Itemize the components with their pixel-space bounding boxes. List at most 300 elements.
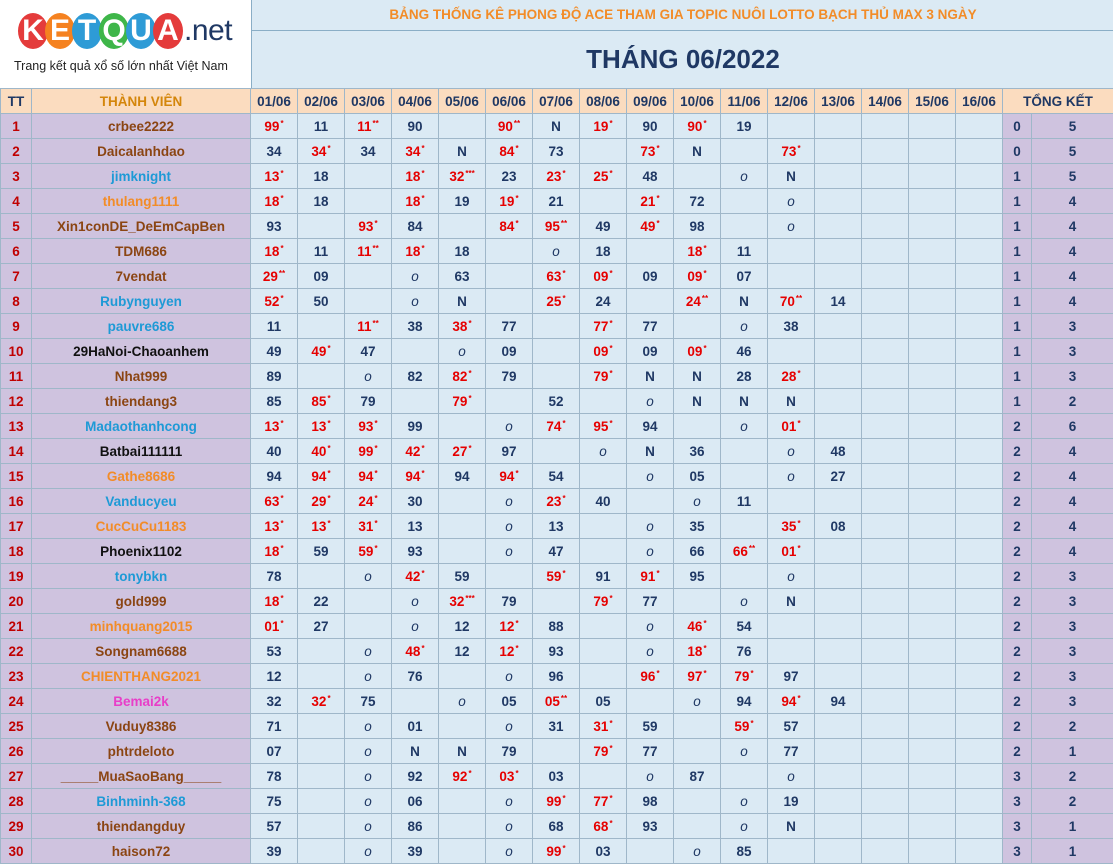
- day-cell: [674, 739, 721, 764]
- day-cell: [815, 439, 862, 464]
- row-number: 7: [1, 264, 32, 289]
- empty-mark: o: [505, 543, 513, 559]
- member-name[interactable]: 29HaNoi-Chaoanhem: [32, 339, 251, 364]
- pick-value: 34: [266, 143, 282, 159]
- hit-marker: *: [327, 493, 331, 503]
- member-name[interactable]: Nhat999: [32, 364, 251, 389]
- pick-value: 05: [501, 693, 517, 709]
- day-cell: [721, 364, 768, 389]
- hit-value: 59: [546, 568, 562, 584]
- member-name[interactable]: Madaothanhcong: [32, 414, 251, 439]
- logo-letter: U: [126, 13, 156, 49]
- pick-value: 93: [266, 218, 282, 234]
- day-cell: [439, 339, 486, 364]
- summary-count-a: 1: [1003, 389, 1032, 414]
- summary-count-b: 4: [1032, 514, 1113, 539]
- day-cell: [580, 264, 627, 289]
- day-cell: [674, 489, 721, 514]
- summary-count-b: 4: [1032, 439, 1113, 464]
- day-cell: [909, 114, 956, 139]
- table-row: [1, 664, 1113, 689]
- day-cell: [768, 114, 815, 139]
- pick-value: 73: [548, 143, 564, 159]
- day-cell: [345, 139, 392, 164]
- day-cell: [956, 364, 1003, 389]
- day-cell: [580, 714, 627, 739]
- day-cell: [721, 839, 768, 864]
- tt-header: TT: [1, 89, 32, 114]
- member-name[interactable]: pauvre686: [32, 314, 251, 339]
- day-cell: [627, 389, 674, 414]
- day-cell: [909, 814, 956, 839]
- date-header: 03/06: [345, 89, 392, 114]
- day-cell: [862, 339, 909, 364]
- pick-value: 14: [830, 293, 846, 309]
- pick-value: 49: [595, 218, 611, 234]
- member-name[interactable]: Vuduy8386: [32, 714, 251, 739]
- day-cell: [533, 239, 580, 264]
- day-cell: [533, 414, 580, 439]
- day-cell: [768, 489, 815, 514]
- day-cell: [815, 139, 862, 164]
- day-cell: [392, 664, 439, 689]
- hit-value: 79: [593, 593, 609, 609]
- day-cell: [439, 589, 486, 614]
- day-cell: [533, 514, 580, 539]
- day-cell: [486, 639, 533, 664]
- day-cell: [627, 414, 674, 439]
- day-cell: [721, 289, 768, 314]
- pick-value: 89: [266, 368, 282, 384]
- day-cell: [909, 439, 956, 464]
- pick-value: 03: [595, 843, 611, 859]
- day-cell: [533, 464, 580, 489]
- day-cell: [721, 564, 768, 589]
- hit-marker: *: [421, 468, 425, 478]
- summary-count-a: 0: [1003, 139, 1032, 164]
- member-name[interactable]: Phoenix1102: [32, 539, 251, 564]
- hit-value: 28: [781, 368, 797, 384]
- row-number: 22: [1, 639, 32, 664]
- member-name[interactable]: Batbai111111: [32, 439, 251, 464]
- summary-count-b: 4: [1032, 189, 1113, 214]
- pick-value: 92: [407, 768, 423, 784]
- day-cell: [627, 489, 674, 514]
- day-cell: [439, 639, 486, 664]
- row-number: 13: [1, 414, 32, 439]
- day-cell: [721, 664, 768, 689]
- hit-marker: *: [374, 443, 378, 453]
- day-cell: [721, 339, 768, 364]
- day-cell: [721, 789, 768, 814]
- member-name[interactable]: Bemai2k: [32, 689, 251, 714]
- table-header-row: [1, 89, 1113, 114]
- pick-value: 18: [454, 243, 470, 259]
- date-header: 01/06: [251, 89, 298, 114]
- member-name[interactable]: Binhminh-368: [32, 789, 251, 814]
- empty-mark: o: [364, 643, 372, 659]
- day-cell: [909, 164, 956, 189]
- hit-marker: *: [609, 793, 613, 803]
- ketqua-logo[interactable]: [0, 0, 251, 88]
- day-cell: [862, 739, 909, 764]
- day-cell: [815, 189, 862, 214]
- row-number: 25: [1, 714, 32, 739]
- date-header: 09/06: [627, 89, 674, 114]
- hit-marker: *: [656, 143, 660, 153]
- row-number: 26: [1, 739, 32, 764]
- table-row: [1, 639, 1113, 664]
- day-cell: [392, 639, 439, 664]
- day-cell: [298, 614, 345, 639]
- day-cell: [721, 164, 768, 189]
- day-cell: [768, 689, 815, 714]
- date-header: 14/06: [862, 89, 909, 114]
- row-number: 18: [1, 539, 32, 564]
- hit-value: 09: [593, 268, 609, 284]
- day-cell: [768, 514, 815, 539]
- date-header: 07/06: [533, 89, 580, 114]
- pick-value: 66: [689, 543, 705, 559]
- day-cell: [627, 264, 674, 289]
- member-name[interactable]: thiendang3: [32, 389, 251, 414]
- day-cell: [439, 389, 486, 414]
- day-cell: [768, 739, 815, 764]
- day-cell: [345, 364, 392, 389]
- hit-marker: *: [421, 443, 425, 453]
- member-name[interactable]: CHIENTHANG2021: [32, 664, 251, 689]
- pick-value: 93: [548, 643, 564, 659]
- day-cell: [533, 664, 580, 689]
- day-cell: [815, 589, 862, 614]
- day-cell: [956, 839, 1003, 864]
- day-cell: [345, 239, 392, 264]
- day-cell: [345, 764, 392, 789]
- day-cell: [862, 514, 909, 539]
- day-cell: [298, 814, 345, 839]
- day-cell: [533, 214, 580, 239]
- hit-marker: *: [797, 518, 801, 528]
- day-cell: [627, 189, 674, 214]
- day-cell: [439, 839, 486, 864]
- pick-value: 93: [407, 543, 423, 559]
- day-cell: [345, 639, 392, 664]
- hit-marker: *: [562, 293, 566, 303]
- member-name[interactable]: 7vendat: [32, 264, 251, 289]
- day-cell: [298, 389, 345, 414]
- day-cell: [627, 789, 674, 814]
- day-cell: [580, 739, 627, 764]
- logo-suffix: .net: [184, 14, 233, 47]
- day-cell: [768, 639, 815, 664]
- pick-value: 39: [266, 843, 282, 859]
- hit-marker: *: [280, 543, 284, 553]
- day-cell: [815, 539, 862, 564]
- logo-letter: E: [45, 13, 75, 49]
- row-number: 23: [1, 664, 32, 689]
- day-cell: [862, 814, 909, 839]
- member-name[interactable]: jimknight: [32, 164, 251, 189]
- day-cell: [251, 539, 298, 564]
- empty-mark: o: [740, 593, 748, 609]
- day-cell: [627, 289, 674, 314]
- day-cell: [580, 764, 627, 789]
- day-cell: [580, 564, 627, 589]
- hit-marker: *: [421, 143, 425, 153]
- day-cell: [674, 114, 721, 139]
- summary-count-a: 2: [1003, 414, 1032, 439]
- day-cell: [533, 339, 580, 364]
- day-cell: [580, 239, 627, 264]
- day-cell: [580, 314, 627, 339]
- summary-count-b: 5: [1032, 139, 1113, 164]
- day-cell: [486, 739, 533, 764]
- hit-marker: *: [374, 493, 378, 503]
- day-cell: [580, 139, 627, 164]
- day-cell: [439, 189, 486, 214]
- pick-value: 79: [360, 393, 376, 409]
- pick-value: 98: [689, 218, 705, 234]
- day-cell: [815, 314, 862, 339]
- hit-value: 29: [262, 268, 278, 284]
- row-number: 1: [1, 114, 32, 139]
- hit-value: 13: [311, 518, 327, 534]
- hit-value: 79: [452, 393, 468, 409]
- day-cell: [345, 264, 392, 289]
- member-name[interactable]: haison72: [32, 839, 251, 864]
- hit-marker: *: [421, 243, 425, 253]
- pick-value: N: [786, 818, 796, 834]
- day-cell: [298, 214, 345, 239]
- pick-value: 94: [454, 468, 470, 484]
- day-cell: [392, 239, 439, 264]
- day-cell: [674, 814, 721, 839]
- hit-marker: *: [327, 468, 331, 478]
- day-cell: [674, 314, 721, 339]
- day-cell: [674, 514, 721, 539]
- day-cell: [298, 464, 345, 489]
- day-cell: [251, 814, 298, 839]
- hit-value: 63: [264, 493, 280, 509]
- hit-marker: *: [374, 518, 378, 528]
- member-name[interactable]: TDM686: [32, 239, 251, 264]
- hit-value: 73: [781, 143, 797, 159]
- row-number: 9: [1, 314, 32, 339]
- day-cell: [768, 414, 815, 439]
- day-cell: [251, 364, 298, 389]
- hit-value: 93: [358, 218, 374, 234]
- day-cell: [909, 664, 956, 689]
- day-cell: [392, 614, 439, 639]
- day-cell: [392, 164, 439, 189]
- summary-count-a: 1: [1003, 239, 1032, 264]
- day-cell: [721, 464, 768, 489]
- day-cell: [815, 389, 862, 414]
- pick-value: 49: [266, 343, 282, 359]
- table-row: [1, 614, 1113, 639]
- day-cell: [956, 339, 1003, 364]
- day-cell: [956, 314, 1003, 339]
- hit-marker: *: [280, 118, 284, 128]
- summary-count-a: 1: [1003, 289, 1032, 314]
- pick-value: 23: [501, 168, 517, 184]
- day-cell: [956, 789, 1003, 814]
- member-name[interactable]: tonybkn: [32, 564, 251, 589]
- member-name[interactable]: Daicalanhdao: [32, 139, 251, 164]
- pick-value: N: [457, 143, 467, 159]
- day-cell: [580, 689, 627, 714]
- member-name[interactable]: _____MuaSaoBang_____: [32, 764, 251, 789]
- row-number: 24: [1, 689, 32, 714]
- day-cell: [768, 439, 815, 464]
- day-cell: [486, 564, 533, 589]
- hit-marker: *: [515, 643, 519, 653]
- hit-marker: *: [280, 418, 284, 428]
- hit-value: 18: [405, 193, 421, 209]
- pick-value: 59: [313, 543, 329, 559]
- pick-value: N: [739, 293, 749, 309]
- day-cell: [486, 214, 533, 239]
- member-name[interactable]: CucCuCu1183: [32, 514, 251, 539]
- date-header: 11/06: [721, 89, 768, 114]
- day-cell: [580, 289, 627, 314]
- day-cell: [580, 489, 627, 514]
- day-cell: [298, 564, 345, 589]
- table-row: [1, 389, 1113, 414]
- hit-value: 27: [452, 443, 468, 459]
- day-cell: [768, 814, 815, 839]
- pick-value: 54: [548, 468, 564, 484]
- hit-value: 34: [405, 143, 421, 159]
- day-cell: [345, 539, 392, 564]
- day-cell: [345, 789, 392, 814]
- hit-marker: *: [468, 368, 472, 378]
- day-cell: [533, 539, 580, 564]
- hit-marker: **: [795, 293, 803, 303]
- day-cell: [674, 364, 721, 389]
- member-name[interactable]: phtrdeloto: [32, 739, 251, 764]
- day-cell: [768, 464, 815, 489]
- day-cell: [956, 464, 1003, 489]
- pick-value: 19: [736, 118, 752, 134]
- member-name[interactable]: Vanducyeu: [32, 489, 251, 514]
- hit-marker: *: [421, 568, 425, 578]
- member-name[interactable]: minhquang2015: [32, 614, 251, 639]
- date-header: 15/06: [909, 89, 956, 114]
- day-cell: [674, 764, 721, 789]
- pick-value: 94: [736, 693, 752, 709]
- member-name[interactable]: crbee2222: [32, 114, 251, 139]
- pick-value: 39: [407, 843, 423, 859]
- day-cell: [862, 139, 909, 164]
- date-header: 16/06: [956, 89, 1003, 114]
- hit-marker: *: [327, 693, 331, 703]
- summary-count-b: 4: [1032, 464, 1113, 489]
- day-cell: [627, 214, 674, 239]
- day-cell: [909, 639, 956, 664]
- day-cell: [533, 689, 580, 714]
- summary-count-b: 2: [1032, 389, 1113, 414]
- day-cell: [815, 414, 862, 439]
- date-header: 10/06: [674, 89, 721, 114]
- pick-value: N: [457, 293, 467, 309]
- day-cell: [721, 114, 768, 139]
- day-cell: [815, 214, 862, 239]
- day-cell: [298, 189, 345, 214]
- day-cell: [815, 464, 862, 489]
- day-cell: [298, 839, 345, 864]
- day-cell: [251, 764, 298, 789]
- hit-marker: *: [562, 418, 566, 428]
- day-cell: [392, 189, 439, 214]
- table-row: [1, 839, 1113, 864]
- day-cell: [251, 564, 298, 589]
- hit-value: 23: [546, 493, 562, 509]
- day-cell: [580, 614, 627, 639]
- day-cell: [862, 439, 909, 464]
- day-cell: [298, 514, 345, 539]
- day-cell: [298, 289, 345, 314]
- member-name[interactable]: Rubynguyen: [32, 289, 251, 314]
- day-cell: [251, 489, 298, 514]
- member-name[interactable]: gold999: [32, 589, 251, 614]
- hit-value: 12: [499, 618, 515, 634]
- hit-value: 70: [779, 293, 795, 309]
- day-cell: [533, 114, 580, 139]
- hit-marker: *: [562, 493, 566, 503]
- member-name[interactable]: Xin1conDE_DeEmCapBen: [32, 214, 251, 239]
- row-number: 17: [1, 514, 32, 539]
- day-cell: [627, 164, 674, 189]
- day-cell: [345, 564, 392, 589]
- pick-value: 11: [313, 118, 329, 134]
- member-name[interactable]: Gathe8686: [32, 464, 251, 489]
- pick-value: 11: [313, 243, 329, 259]
- day-cell: [345, 689, 392, 714]
- day-cell: [627, 114, 674, 139]
- day-cell: [909, 139, 956, 164]
- hit-marker: *: [609, 368, 613, 378]
- empty-mark: o: [787, 568, 795, 584]
- hit-value: 29: [311, 493, 327, 509]
- pick-value: N: [551, 118, 561, 134]
- pick-value: 47: [360, 343, 376, 359]
- day-cell: [956, 714, 1003, 739]
- day-cell: [251, 464, 298, 489]
- table-row: [1, 714, 1113, 739]
- hit-marker: *: [468, 443, 472, 453]
- hit-value: 19: [499, 193, 515, 209]
- day-cell: [768, 314, 815, 339]
- day-cell: [815, 239, 862, 264]
- empty-mark: o: [505, 818, 513, 834]
- member-name[interactable]: Songnam6688: [32, 639, 251, 664]
- member-name[interactable]: thulang1111: [32, 189, 251, 214]
- pick-value: 34: [360, 143, 376, 159]
- day-cell: [627, 839, 674, 864]
- hit-marker: *: [703, 618, 707, 628]
- empty-mark: o: [364, 743, 372, 759]
- day-cell: [345, 189, 392, 214]
- hit-marker: *: [562, 843, 566, 853]
- day-cell: [627, 664, 674, 689]
- day-cell: [674, 839, 721, 864]
- member-name[interactable]: thiendangduy: [32, 814, 251, 839]
- table-row: [1, 539, 1113, 564]
- day-cell: [486, 464, 533, 489]
- hit-marker: *: [750, 718, 754, 728]
- hit-value: 85: [311, 393, 327, 409]
